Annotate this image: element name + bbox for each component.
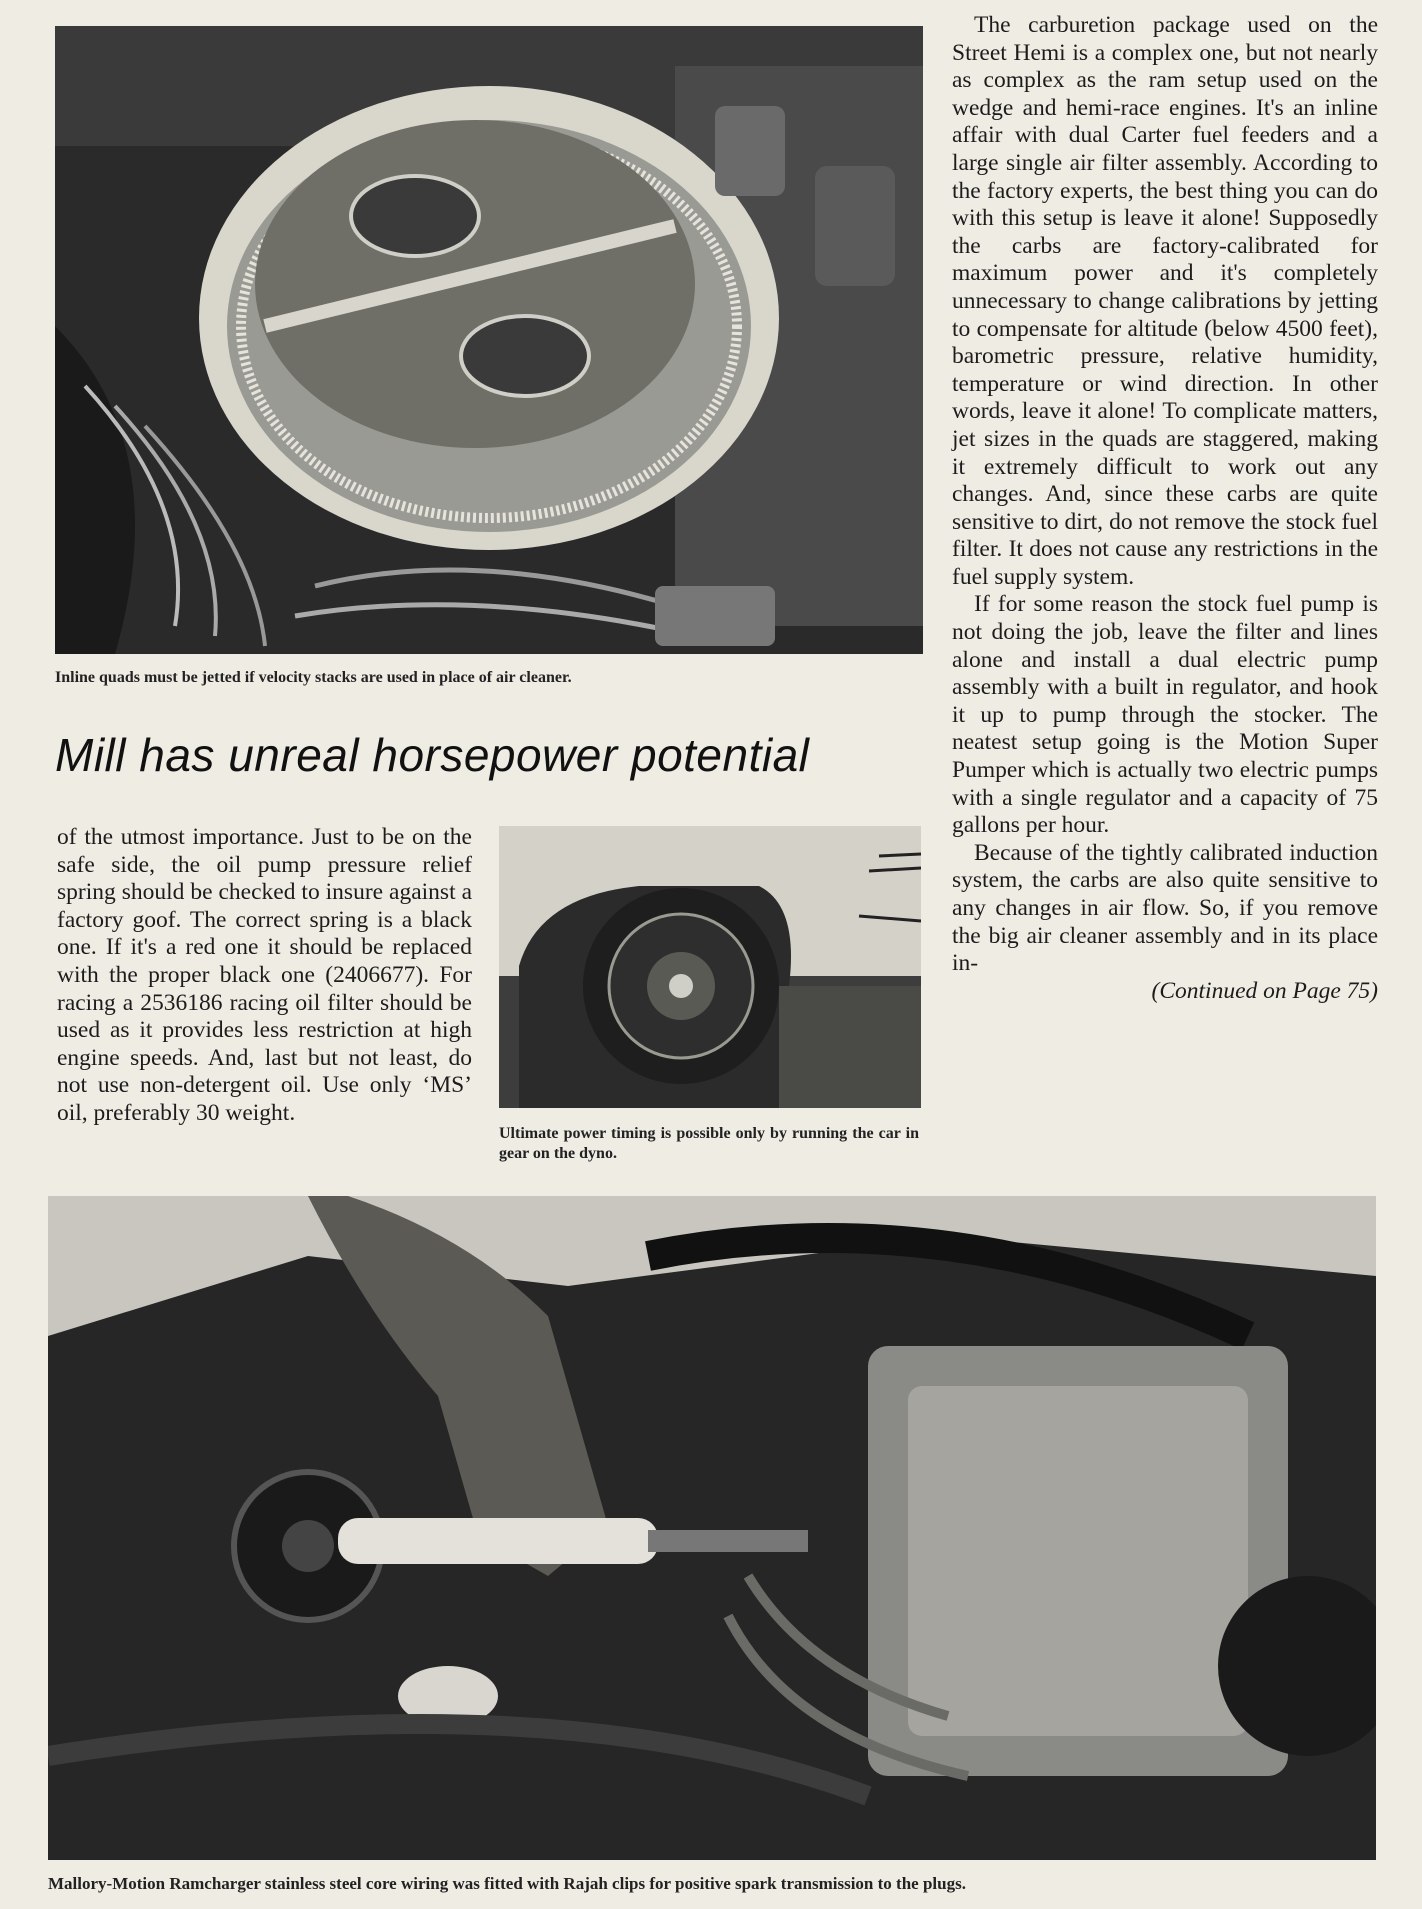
left-column-text: of the utmost importance. Just to be on the safe side, the oil pump pressure relief spring should be checked to insure against a factory goof. The correct spring is a black one. If it's a red one it should be replaced with the proper black one (2406677). For racing a 2536186 racing oil filter should be used as it provides less restriction at high engine speeds. And, last but not least, do not use non-detergent oil. Use only ‘MS’ oil, preferably 30 weight. xyxy=(57,824,472,1126)
distributor-wiring-photo xyxy=(48,1196,1376,1860)
air-cleaner-engine-photo xyxy=(55,26,923,654)
left-column xyxy=(57,824,472,1128)
dyno-roller-photo xyxy=(499,826,921,1108)
headline: Mill has unreal horsepower potential xyxy=(55,729,810,781)
middle-photo-caption: Ultimate power timing is possible only by running the car in gear on the dyno. xyxy=(499,1125,919,1162)
right-paragraph-3: Because of the tightly calibrated induction system, the carbs are also quite sensitive to any changes in air flow. So, if you remove the big air cleaner assembly and in its place in- xyxy=(952,839,1378,977)
right-paragraph-1: The carburetion package used on the Street Hemi is a complex one, but not nearly as complex as the ram setup used on the wedge and hemi-race engines. It's an inline affair with dual Carter fuel feeders and a large single air filter assembly. According to the factory experts, the best thing you can do with this setup is leave it alone! Supposedly the carbs are factory-calibrated for maximum power and it's completely unnecessary to change calibrations by jetting to compensate for altitude (below 4500 feet), barometric pressure, relative humidity, temperature or wind direction. In other words, leave it alone! To complicate matters, jet sizes in the quads are staggered, making it extremely difficult to work out any changes. And, since these carbs are quite sensitive to dirt, do not remove the stock fuel filter. It does not cause any restrictions in the fuel supply system. xyxy=(952,12,1378,590)
continued-note: (Continued on Page 75) xyxy=(1151,977,1378,1004)
bottom-photo-caption: Mallory-Motion Ramcharger stainless steel core wiring was fitted with Rajah clips for positive spark transmission to the plugs. xyxy=(48,1874,966,1893)
right-column xyxy=(952,12,1378,1005)
top-photo-caption: Inline quads must be jetted if velocity stacks are used in place of air cleaner. xyxy=(55,669,572,686)
right-paragraph-2: If for some reason the stock fuel pump is not doing the job, leave the filter and lines alone and install a dual electric pump assembly with a built in regulator, and hook it up to pump through the stocker. The neatest setup going is the Motion Super Pumper which is actually two electric pumps with a single regulator and a capacity of 75 gallons per hour. xyxy=(952,591,1378,839)
